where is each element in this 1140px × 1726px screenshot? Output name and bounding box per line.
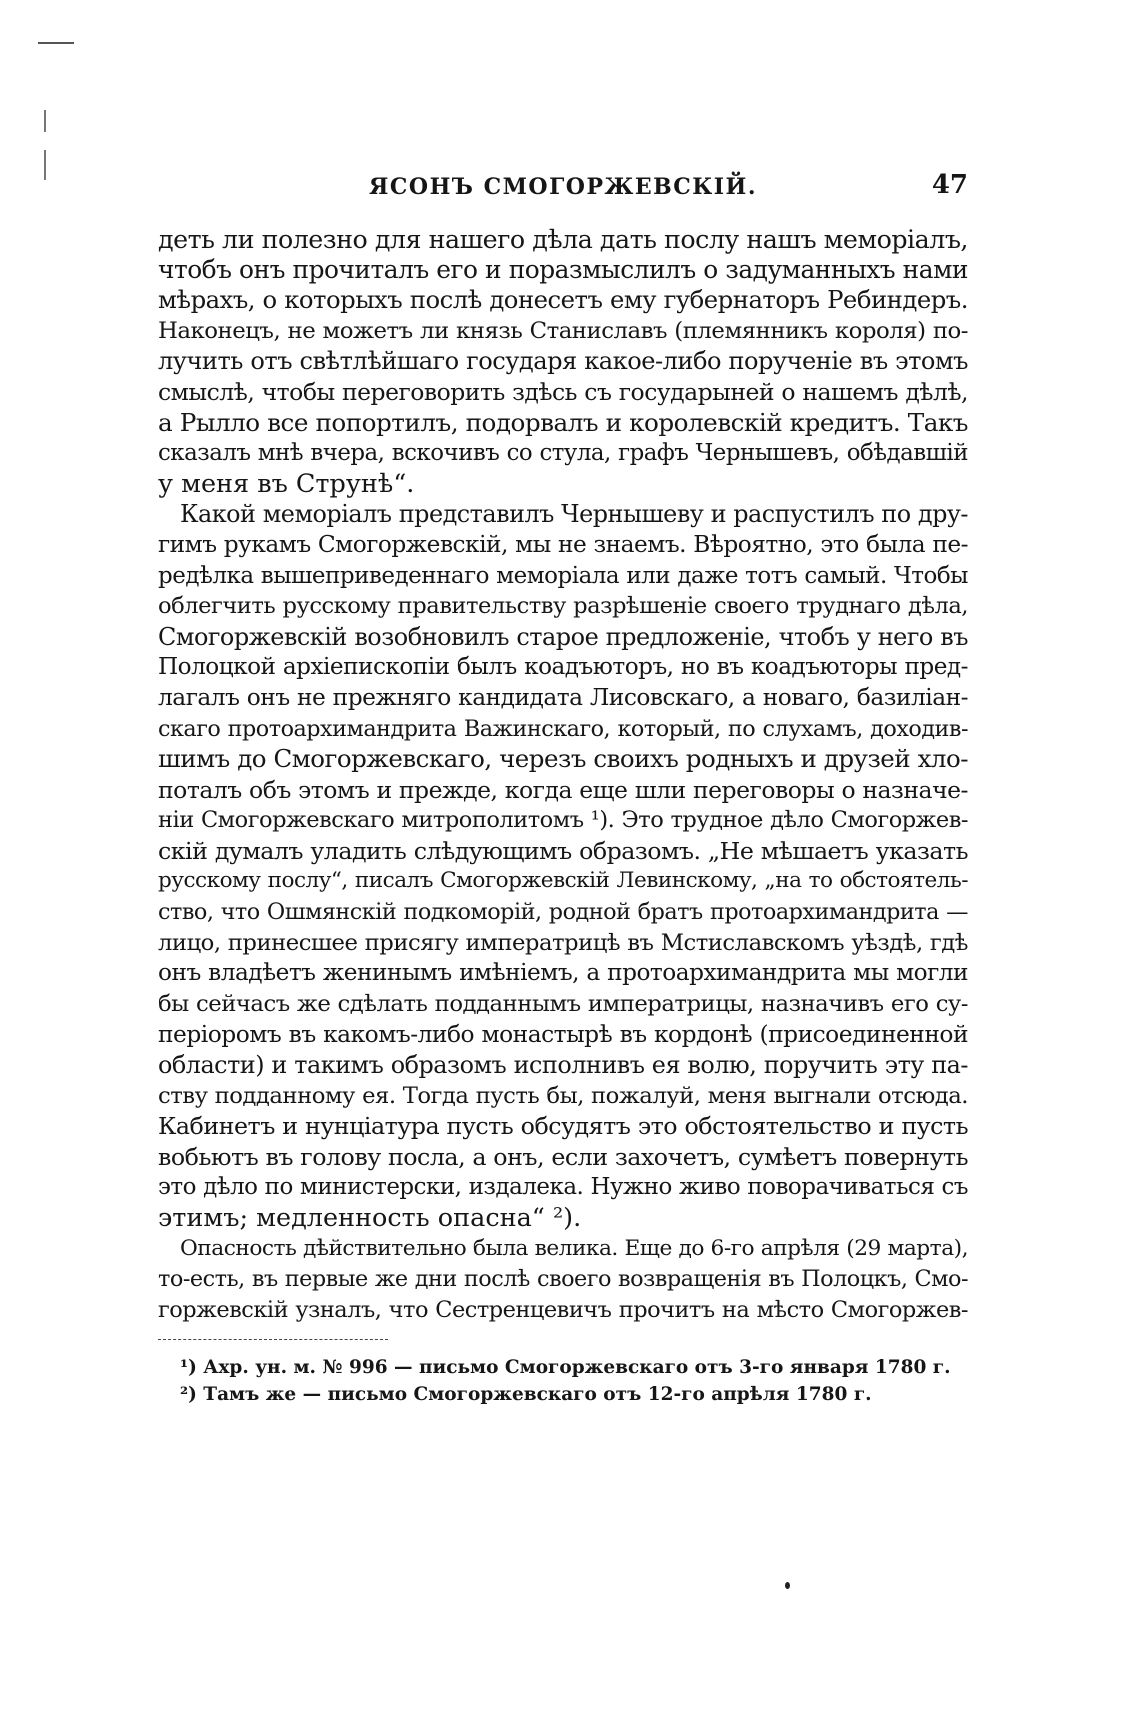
footnotes <box>158 1354 968 1408</box>
scan-edge-mark <box>44 110 46 132</box>
body-text <box>158 224 968 1325</box>
text-line: ніи Смогоржевскаго митрополитомъ ¹). Это трудное дѣло Смогоржев- <box>158 807 968 834</box>
text-line: этимъ; медленность опасна“ ²). <box>158 1203 582 1233</box>
text-line: у меня въ Струнѣ“. <box>158 468 415 499</box>
text-line: области) и такимъ образомъ исполнивъ ея волю, поручить эту па- <box>158 1051 968 1080</box>
stray-ink-mark <box>785 1582 790 1589</box>
text-line: лучить отъ свѣтлѣйшаго государя какое-либо порученіе въ этомъ <box>158 347 968 376</box>
running-head <box>158 170 968 206</box>
text-line: сказалъ мнѣ вчера, вскочивъ со стула, графъ Чернышевъ, обѣдавшій <box>158 440 968 467</box>
text-line: это дѣло по министерски, издалека. Нужно живо поворачиваться съ <box>158 1174 968 1201</box>
text-line: Кабинетъ и нунціатура пусть обсудятъ это обстоятельство и пусть <box>158 1112 968 1141</box>
text-line: Наконецъ, не можетъ ли князь Станиславъ (племянникъ короля) по- <box>158 317 968 344</box>
text-line: а Рылло все попортилъ, подорвалъ и королевскій кредитъ. Такъ <box>158 407 968 437</box>
footnote-item: ¹) Ахр. ун. м. № 996 — письмо Смогоржевскаго отъ 3-го января 1780 г. <box>180 1357 951 1379</box>
text-line: скаго протоархимандрита Важинскаго, который, по слухамъ, доходив- <box>158 715 968 742</box>
text-line: горжевскій узналъ, что Сестренцевичъ прочитъ на мѣсто Смогоржев- <box>158 1296 968 1323</box>
text-line: Смогоржевскій возобновилъ старое предложеніе, чтобъ у него въ <box>158 622 968 651</box>
text-line: Какой меморіалъ представилъ Чернышеву и распустилъ по дру- <box>180 500 968 529</box>
text-line: онъ владѣетъ женинымъ имѣніемъ, а протоархимандрита мы могли <box>158 959 968 987</box>
text-line: лагалъ онъ не прежняго кандидата Лисовскаго, а новаго, базиліан- <box>158 683 968 711</box>
running-title: ЯСОНЪ СМОГОРЖЕВСКІЙ. <box>369 174 757 200</box>
text-line: періоромъ въ какомъ-либо монастырѣ въ кордонѣ (присоединенной <box>158 1020 968 1049</box>
text-line: вобьютъ въ голову посла, а онъ, если захочетъ, сумѣетъ повернуть <box>158 1142 968 1171</box>
footnote-separator <box>158 1339 388 1340</box>
text-line: гимъ рукамъ Смогоржевскій, мы не знаемъ. Вѣроятно, это была пе- <box>158 530 968 558</box>
text-line: редѣлка вышеприведеннаго меморіала или даже тотъ самый. Чтобы <box>158 562 968 589</box>
scan-edge-mark <box>44 150 46 180</box>
footnote-item: ²) Тамъ же — письмо Смогоржевскаго отъ 12-го апрѣля 1780 г. <box>180 1384 872 1406</box>
scan-edge-mark <box>38 42 74 44</box>
text-line: чтобъ онъ прочиталъ его и поразмыслилъ о задуманныхъ нами <box>158 254 968 284</box>
page-number: 47 <box>931 170 968 200</box>
text-line: ство, что Ошмянскій подкоморій, родной братъ протоархимандрита — <box>158 899 968 926</box>
text-line: смыслѣ, чтобы переговорить здѣсь съ государыней о нашемъ дѣлѣ, <box>158 377 968 406</box>
text-line: деть ли полезно для нашего дѣла дать послу нашъ меморіалъ, <box>158 224 968 254</box>
text-line: бы сейчасъ же сдѣлать подданнымъ императрицы, назначивъ его су- <box>158 990 968 1017</box>
text-line: облегчить русскому правительству разрѣшеніе своего труднаго дѣла, <box>158 593 968 620</box>
text-line: Опасность дѣйствительно была велика. Еще до 6-го апрѣля (29 марта), <box>180 1235 968 1261</box>
text-line: Полоцкой архіепископіи былъ коадъюторъ, но въ коадъюторы пред- <box>158 654 968 681</box>
book-page <box>158 170 968 1408</box>
text-line: мѣрахъ, о которыхъ послѣ донесетъ ему губернаторъ Ребиндеръ. <box>158 285 968 315</box>
text-line: ству подданному ея. Тогда пусть бы, пожалуй, меня выгнали отсюда. <box>158 1082 968 1109</box>
text-line: то-есть, въ первые же дни послѣ своего возвращенія въ Полоцкъ, Смо- <box>158 1266 968 1293</box>
text-line: лицо, принесшее присягу императрицѣ въ Мстиславскомъ уѣздѣ, гдѣ <box>158 929 968 956</box>
text-line: поталъ объ этомъ и прежде, когда еще шли переговоры о назначе- <box>158 775 968 804</box>
text-line: шимъ до Смогоржевскаго, черезъ своихъ родныхъ и друзей хло- <box>158 744 968 774</box>
text-line: русскому послу“, писалъ Смогоржевскій Левинскому, „на то обстоятель- <box>158 868 968 894</box>
text-line: скій думалъ уладить слѣдующимъ образомъ. „Не мѣшаетъ указать <box>158 836 968 865</box>
